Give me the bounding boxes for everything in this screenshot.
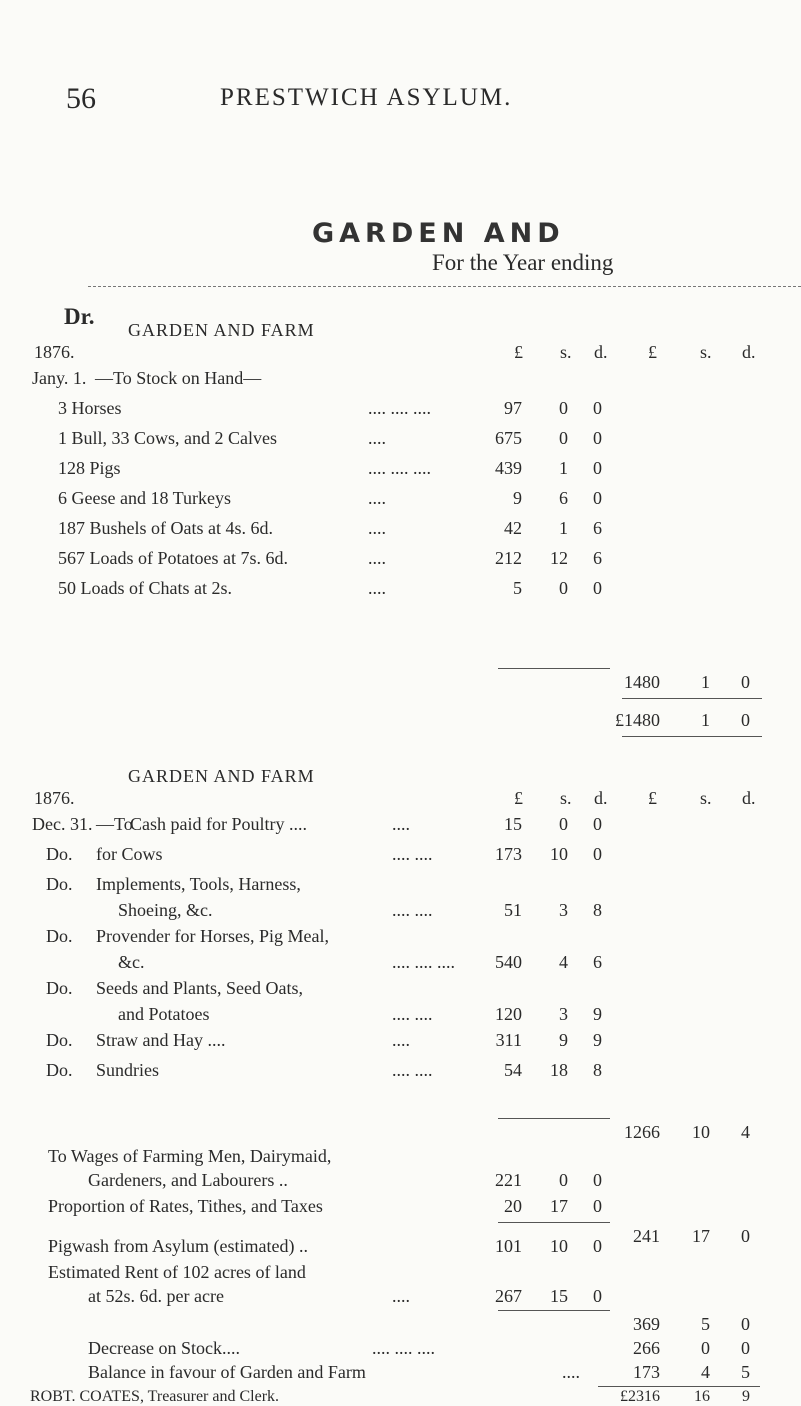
expense-pounds: 311 <box>495 1030 522 1050</box>
grand-total-pence: 9 <box>742 1388 750 1405</box>
s2-subtotal1-shillings: 10 <box>692 1122 710 1142</box>
stock-item-pence: 0 <box>593 578 602 598</box>
expense-label: for Cows <box>96 844 163 864</box>
expense-dots: .... <box>392 814 410 834</box>
rent-label-cont: at 52s. 6d. per acre <box>88 1286 224 1306</box>
s2-col-pounds: £ <box>514 788 523 808</box>
decrease-dots: .... .... .... <box>372 1338 435 1358</box>
s1-col-pounds: £ <box>514 342 523 362</box>
stock-item-pounds: 42 <box>504 518 522 538</box>
s2-subtotal1-pence: 4 <box>741 1122 750 1142</box>
expense-pounds: 51 <box>504 900 522 920</box>
balance-pence: 5 <box>741 1362 750 1382</box>
wages-pounds: 221 <box>495 1170 522 1190</box>
wages-label: To Wages of Farming Men, Dairymaid, <box>48 1146 332 1166</box>
pigwash-pounds: 101 <box>495 1236 522 1256</box>
grand-total-rule-top <box>598 1386 760 1387</box>
stock-item-pounds: 5 <box>513 578 522 598</box>
s2-subtotal2-pounds: 241 <box>633 1226 660 1246</box>
stock-item-pence: 6 <box>593 548 602 568</box>
expense-dots: .... .... <box>392 844 433 864</box>
s2-subtotal2-pence: 0 <box>741 1226 750 1246</box>
stock-item-label: 6 Geese and 18 Turkeys <box>58 488 231 508</box>
s1-total-rule-top <box>622 698 762 699</box>
stock-item-dots: .... <box>368 578 386 598</box>
grand-total-pounds: £2316 <box>620 1388 660 1405</box>
section1-date: Jany. 1. <box>32 368 87 388</box>
stock-item-pounds: 675 <box>495 428 522 448</box>
stock-item-dots: .... <box>368 428 386 448</box>
running-head: PRESTWICH ASYLUM. <box>220 84 513 111</box>
stock-item-shillings: 0 <box>559 398 568 418</box>
s1-col-shillings: s. <box>560 342 572 362</box>
expense-pounds: 540 <box>495 952 522 972</box>
expense-pence: 9 <box>593 1030 602 1050</box>
expense-dots: .... .... <box>392 1004 433 1024</box>
header-rule <box>88 286 801 287</box>
s2-subtotal2-rule <box>498 1222 610 1223</box>
pigwash-shillings: 10 <box>550 1236 568 1256</box>
s1-total-pence: 0 <box>741 710 750 730</box>
expense-prefix: —To <box>96 814 133 834</box>
s2-col-shillings: s. <box>560 788 572 808</box>
rent-pounds: 267 <box>495 1286 522 1306</box>
stock-item-shillings: 6 <box>559 488 568 508</box>
expense-dots: .... .... <box>392 900 433 920</box>
rent-pence: 0 <box>593 1286 602 1306</box>
s1-subtotal-shillings: 1 <box>701 672 710 692</box>
expense-prefix: Do. <box>46 926 73 946</box>
stock-item-label: 128 Pigs <box>58 458 121 478</box>
expense-shillings: 3 <box>559 900 568 920</box>
rates-pounds: 20 <box>504 1196 522 1216</box>
expense-shillings: 9 <box>559 1030 568 1050</box>
rates-label: Proportion of Rates, Tithes, and Taxes <box>48 1196 323 1216</box>
expense-label: Seeds and Plants, Seed Oats, <box>96 978 303 998</box>
expense-prefix: Do. <box>46 874 73 894</box>
decrease-label: Decrease on Stock.... <box>88 1338 240 1358</box>
expense-label: Cash paid for Poultry .... <box>130 814 307 834</box>
expense-dots: .... .... .... <box>392 952 455 972</box>
grand-total-shillings: 16 <box>694 1388 710 1405</box>
balance-shillings: 4 <box>701 1362 710 1382</box>
s1-col-pounds-2: £ <box>648 342 657 362</box>
decrease-shillings: 0 <box>701 1338 710 1358</box>
s2-col-shillings-2: s. <box>700 788 712 808</box>
s1-total-pounds: £1480 <box>615 710 660 730</box>
stock-item-pence: 0 <box>593 488 602 508</box>
stock-item-pence: 0 <box>593 428 602 448</box>
expense-shillings: 18 <box>550 1060 568 1080</box>
expense-pounds: 120 <box>495 1004 522 1024</box>
rent-dots: .... <box>392 1286 410 1306</box>
section1-year: 1876. <box>34 342 75 362</box>
s1-subtotal-pounds: 1480 <box>624 672 660 692</box>
expense-label: Implements, Tools, Harness, <box>96 874 301 894</box>
stock-item-pounds: 97 <box>504 398 522 418</box>
s1-col-shillings-2: s. <box>700 342 712 362</box>
expense-dots: .... .... <box>392 1060 433 1080</box>
decrease-pence: 0 <box>741 1338 750 1358</box>
expense-prefix: Do. <box>46 844 73 864</box>
expense-pence: 0 <box>593 844 602 864</box>
expense-prefix: Do. <box>46 978 73 998</box>
section1-heading: GARDEN AND FARM <box>128 320 315 340</box>
stock-item-shillings: 0 <box>559 578 568 598</box>
stock-item-label: 567 Loads of Potatoes at 7s. 6d. <box>58 548 288 568</box>
s2-subtotal3-pence: 0 <box>741 1314 750 1334</box>
stock-item-shillings: 0 <box>559 428 568 448</box>
page-title: GARDEN AND <box>312 218 565 249</box>
expense-pounds: 54 <box>504 1060 522 1080</box>
stock-item-dots: .... .... .... <box>368 398 431 418</box>
pigwash-pence: 0 <box>593 1236 602 1256</box>
stock-item-shillings: 12 <box>550 548 568 568</box>
expense-prefix: Do. <box>46 1060 73 1080</box>
expense-pence: 8 <box>593 1060 602 1080</box>
stock-item-dots: .... <box>368 548 386 568</box>
balance-label: Balance in favour of Garden and Farm <box>88 1362 366 1382</box>
balance-dots: .... <box>562 1362 580 1382</box>
signature: ROBT. COATES, Treasurer and Clerk. <box>30 1388 280 1405</box>
s1-total-rule-bottom <box>622 736 762 737</box>
stock-item-pounds: 212 <box>495 548 522 568</box>
stock-item-dots: .... <box>368 488 386 508</box>
page-subtitle: For the Year ending <box>432 250 614 275</box>
stock-item-label: 1 Bull, 33 Cows, and 2 Calves <box>58 428 277 448</box>
stock-item-pence: 0 <box>593 398 602 418</box>
stock-item-pence: 0 <box>593 458 602 478</box>
wages-pence: 0 <box>593 1170 602 1190</box>
balance-pounds: 173 <box>633 1362 660 1382</box>
expense-shillings: 0 <box>559 814 568 834</box>
expense-label-cont: &c. <box>118 952 145 972</box>
section1-lead: —To Stock on Hand— <box>95 368 262 388</box>
s2-col-pounds-2: £ <box>648 788 657 808</box>
expense-label-cont: and Potatoes <box>118 1004 210 1024</box>
wages-shillings: 0 <box>559 1170 568 1190</box>
s1-subtotal-rule <box>498 668 610 669</box>
rates-shillings: 17 <box>550 1196 568 1216</box>
s2-subtotal2-shillings: 17 <box>692 1226 710 1246</box>
stock-item-dots: .... <box>368 518 386 538</box>
rent-shillings: 15 <box>550 1286 568 1306</box>
s1-subtotal-pence: 0 <box>741 672 750 692</box>
section2-date: Dec. 31. <box>32 814 93 834</box>
wages-label-cont: Gardeners, and Labourers .. <box>88 1170 288 1190</box>
stock-item-label: 187 Bushels of Oats at 4s. 6d. <box>58 518 273 538</box>
s2-col-pence: d. <box>594 788 608 808</box>
decrease-pounds: 266 <box>633 1338 660 1358</box>
expense-pounds: 173 <box>495 844 522 864</box>
s1-col-pence-2: d. <box>742 342 756 362</box>
expense-pounds: 15 <box>504 814 522 834</box>
expense-shillings: 3 <box>559 1004 568 1024</box>
pigwash-label: Pigwash from Asylum (estimated) .. <box>48 1236 308 1256</box>
expense-prefix: Do. <box>46 1030 73 1050</box>
stock-item-label: 50 Loads of Chats at 2s. <box>58 578 232 598</box>
expense-label: Provender for Horses, Pig Meal, <box>96 926 329 946</box>
stock-item-shillings: 1 <box>559 458 568 478</box>
debit-mark: Dr. <box>64 304 95 329</box>
s1-col-pence: d. <box>594 342 608 362</box>
s2-col-pence-2: d. <box>742 788 756 808</box>
stock-item-shillings: 1 <box>559 518 568 538</box>
s1-total-shillings: 1 <box>701 710 710 730</box>
s2-subtotal1-rule <box>498 1118 610 1119</box>
stock-item-pounds: 439 <box>495 458 522 478</box>
expense-pence: 8 <box>593 900 602 920</box>
stock-item-pounds: 9 <box>513 488 522 508</box>
rent-label: Estimated Rent of 102 acres of land <box>48 1262 306 1282</box>
expense-shillings: 4 <box>559 952 568 972</box>
expense-shillings: 10 <box>550 844 568 864</box>
rates-pence: 0 <box>593 1196 602 1216</box>
expense-label-cont: Shoeing, &c. <box>118 900 213 920</box>
expense-pence: 9 <box>593 1004 602 1024</box>
expense-pence: 0 <box>593 814 602 834</box>
stock-item-dots: .... .... .... <box>368 458 431 478</box>
expense-label: Sundries <box>96 1060 159 1080</box>
s2-subtotal1-pounds: 1266 <box>624 1122 660 1142</box>
s2-subtotal3-rule <box>498 1310 610 1311</box>
s2-subtotal3-shillings: 5 <box>701 1314 710 1334</box>
stock-item-label: 3 Horses <box>58 398 122 418</box>
page-number: 56 <box>66 82 96 115</box>
expense-pence: 6 <box>593 952 602 972</box>
section2-year: 1876. <box>34 788 75 808</box>
stock-item-pence: 6 <box>593 518 602 538</box>
s2-subtotal3-pounds: 369 <box>633 1314 660 1334</box>
expense-label: Straw and Hay .... <box>96 1030 226 1050</box>
expense-dots: .... <box>392 1030 410 1050</box>
section2-heading: GARDEN AND FARM <box>128 766 315 786</box>
